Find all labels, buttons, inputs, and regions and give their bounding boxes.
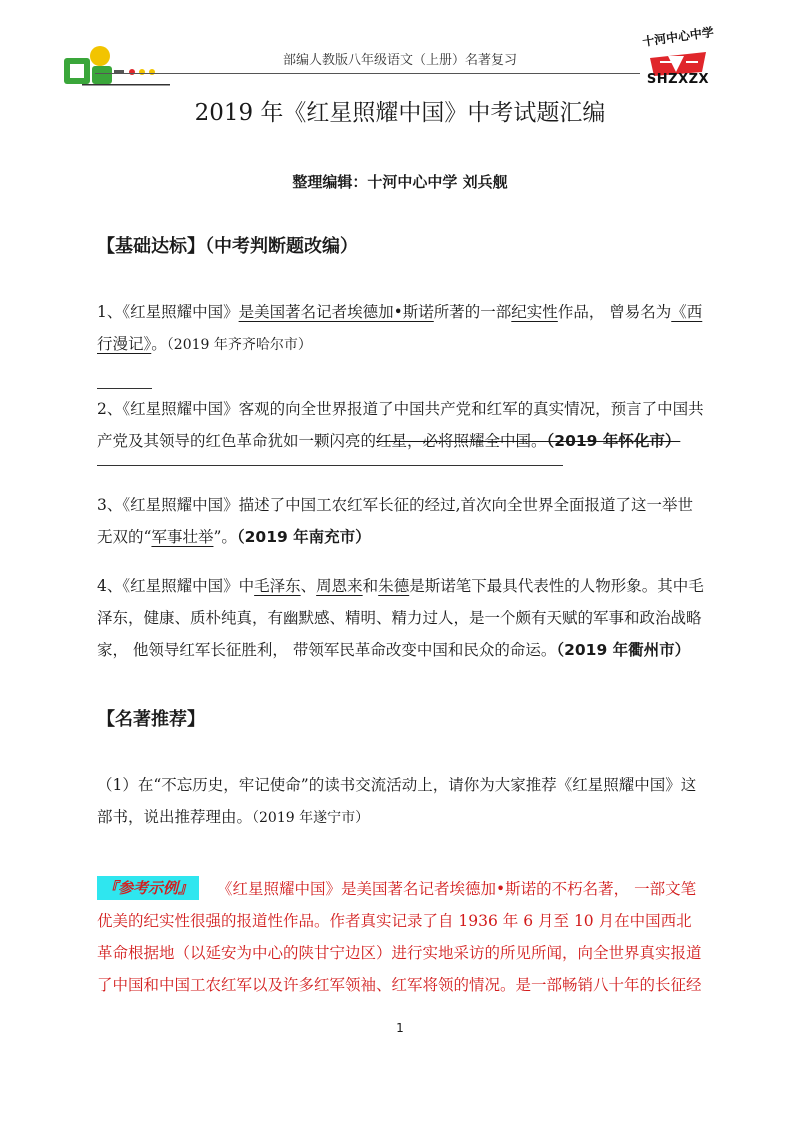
logo-school-name: 十河中心中学 (641, 25, 715, 49)
section-heading-basics: 【基础达标】（中考判断题改编） (97, 236, 358, 257)
question-4-underline-mao: 毛泽东 (254, 577, 301, 595)
recommend-question-text: （1）在“不忘历史，牢记使命”的读书交流活动上，请你为大家推荐《红星照耀中国》这部书，说出推荐理由。 (97, 776, 697, 826)
question-4-underline-zhu: 朱德 (378, 577, 410, 595)
question-2-text: 2、《红星照耀中国》客观的向全世界报道了中国共产党和红军的真实情况，预言了中国共产党及其领导的红色革命犹如一颗闪亮的 (97, 400, 704, 450)
question-1-underline-author: 是美国著名记者埃德加•斯诺 (238, 303, 434, 321)
recommend-question-source: （2019 年遂宁市） (252, 810, 370, 826)
question-4-text: 、 (300, 577, 317, 595)
question-1 (97, 296, 707, 361)
compiler-line: 整理编辑：十河中心中学 刘兵舰 (292, 173, 508, 191)
section-heading-recommend: 【名著推荐】 (97, 709, 205, 730)
question-3-text: ”。 (213, 528, 237, 546)
reference-example-badge: 『参考示例』 (97, 876, 199, 900)
question-4-source: （2019 年衢州市） (556, 641, 691, 659)
question-1-text: 1、《红星照耀中国》 (97, 303, 239, 321)
question-4-underline-zhou: 周恩来 (316, 577, 363, 595)
question-4-text: 和 (362, 577, 379, 595)
question-4-text: 4、《红星照耀中国》中 (97, 577, 255, 595)
question-1-text: 。 (151, 335, 167, 353)
question-3 (97, 489, 707, 553)
logo-school-code: SHZXZX (646, 72, 710, 87)
question-2-struck-text: 红星，必将照耀全中国。 (376, 432, 547, 450)
question-1-underline-alt-title: 《西行漫记》 (97, 303, 703, 353)
recommend-question (97, 769, 707, 834)
question-4-text: 是斯诺笔下最具代表性的人物形象。其中毛泽东，健康、质朴纯真，有幽默感、精明、精力过人，是一个颇有天赋的军事和政治战略家， 他领导红军长征胜利， 带领军民革命改变中国和民众的命运。 (97, 577, 704, 659)
question-1-underline-genre: 纪实性 (511, 303, 558, 321)
question-2-source: （2019 年怀化市） (546, 432, 681, 450)
answer-blank-line (97, 388, 152, 389)
page-number: 1 (396, 1021, 404, 1035)
header-rule (95, 73, 640, 74)
document-title: 2019 年《红星照耀中国》中考试题汇编 (194, 100, 606, 126)
question-1-text: 所著的一部 (433, 303, 512, 321)
header-subtitle: 部编人教版八年级语文（上册）名著复习 (282, 53, 517, 68)
question-3-text: 3、《红星照耀中国》描述了中国工农红军长征的经过,首次向全世界全面报道了这一举世无双的“ (97, 496, 694, 546)
question-3-source: （2019 年南充市） (236, 528, 371, 546)
question-1-text: 作品， 曾易名为 (557, 303, 672, 321)
question-4 (97, 570, 707, 666)
question-3-underline: 军事壮举 (151, 528, 214, 546)
question-2 (97, 393, 707, 457)
reference-answer: 《红星照耀中国》是美国著名记者埃德加•斯诺的不朽名著， 一部文笔优美的纪实性很强的报道性作品。作者真实记录了自 1936 年 6 月至 10 月在中国西北革命根据地（以延安为中心的陕甘宁边区）进行实地采访的所见所闻，向全世界真实报道了中国和中国工农红军以及许多红军领袖、红军将领的情况。是一部畅销八十年的长征经 (97, 880, 702, 994)
answer-blank-line (97, 465, 563, 466)
question-1-source: （2019 年齐齐哈尔市） (166, 337, 312, 353)
